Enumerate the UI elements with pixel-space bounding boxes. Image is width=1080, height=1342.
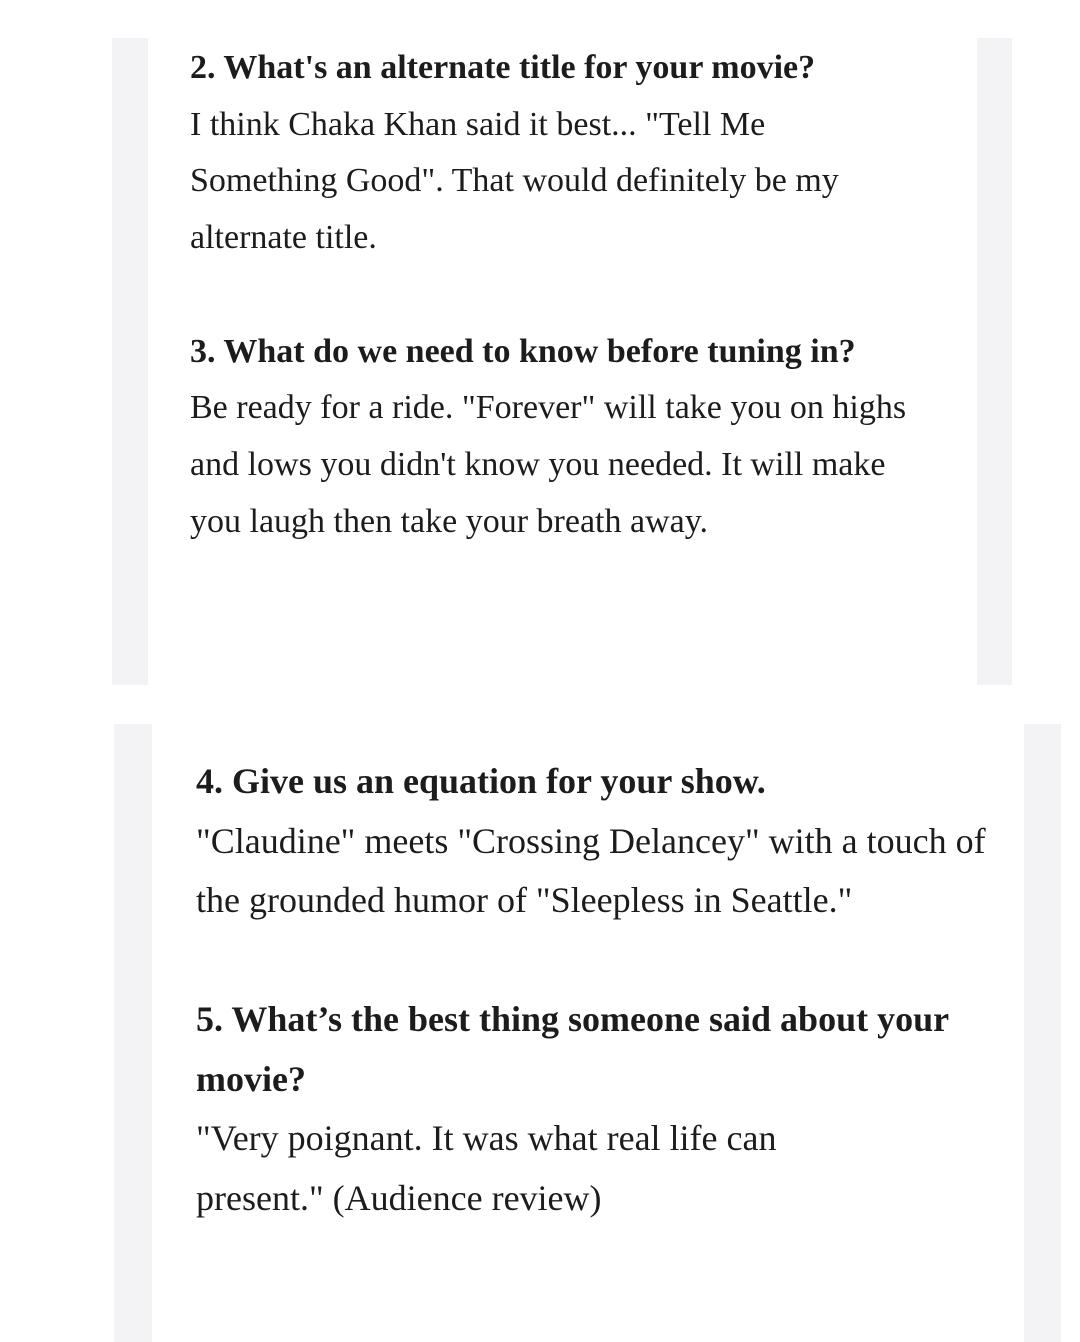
answer-4: "Claudine" meets "Crossing Delancey" with a touch of the grounded humor of "Sleepless in Seattle." xyxy=(196,820,986,920)
question-3: 3. What do we need to know before tuning in? xyxy=(190,332,856,370)
qa-card-1 xyxy=(190,40,960,550)
card-1-right-border xyxy=(977,38,1012,685)
qa-card-2 xyxy=(196,752,996,1228)
answer-3: Be ready for a ride. "Forever" will take you on highs and lows you didn't know you needed. It will make you laugh then take your breath away. xyxy=(190,389,907,540)
answer-2: I think Chaka Khan said it best... "Tell Me Something Good". That would definitely be my alternate title. xyxy=(190,105,839,257)
question-5: 5. What’s the best thing someone said about your movie? xyxy=(196,999,949,1099)
question-2: 2. What's an alternate title for your movie? xyxy=(190,49,816,86)
qa-item-3 xyxy=(190,324,960,551)
card-2-right-border xyxy=(1024,724,1061,1342)
qa-item-2 xyxy=(190,40,960,267)
qa-item-4 xyxy=(196,752,996,931)
question-4: 4. Give us an equation for your show. xyxy=(196,761,766,801)
qa-item-5 xyxy=(196,990,996,1228)
answer-5: "Very poignant. It was what real life can present." (Audience review) xyxy=(196,1118,777,1218)
card-2-left-border xyxy=(114,724,152,1342)
card-1-left-border xyxy=(112,38,148,685)
